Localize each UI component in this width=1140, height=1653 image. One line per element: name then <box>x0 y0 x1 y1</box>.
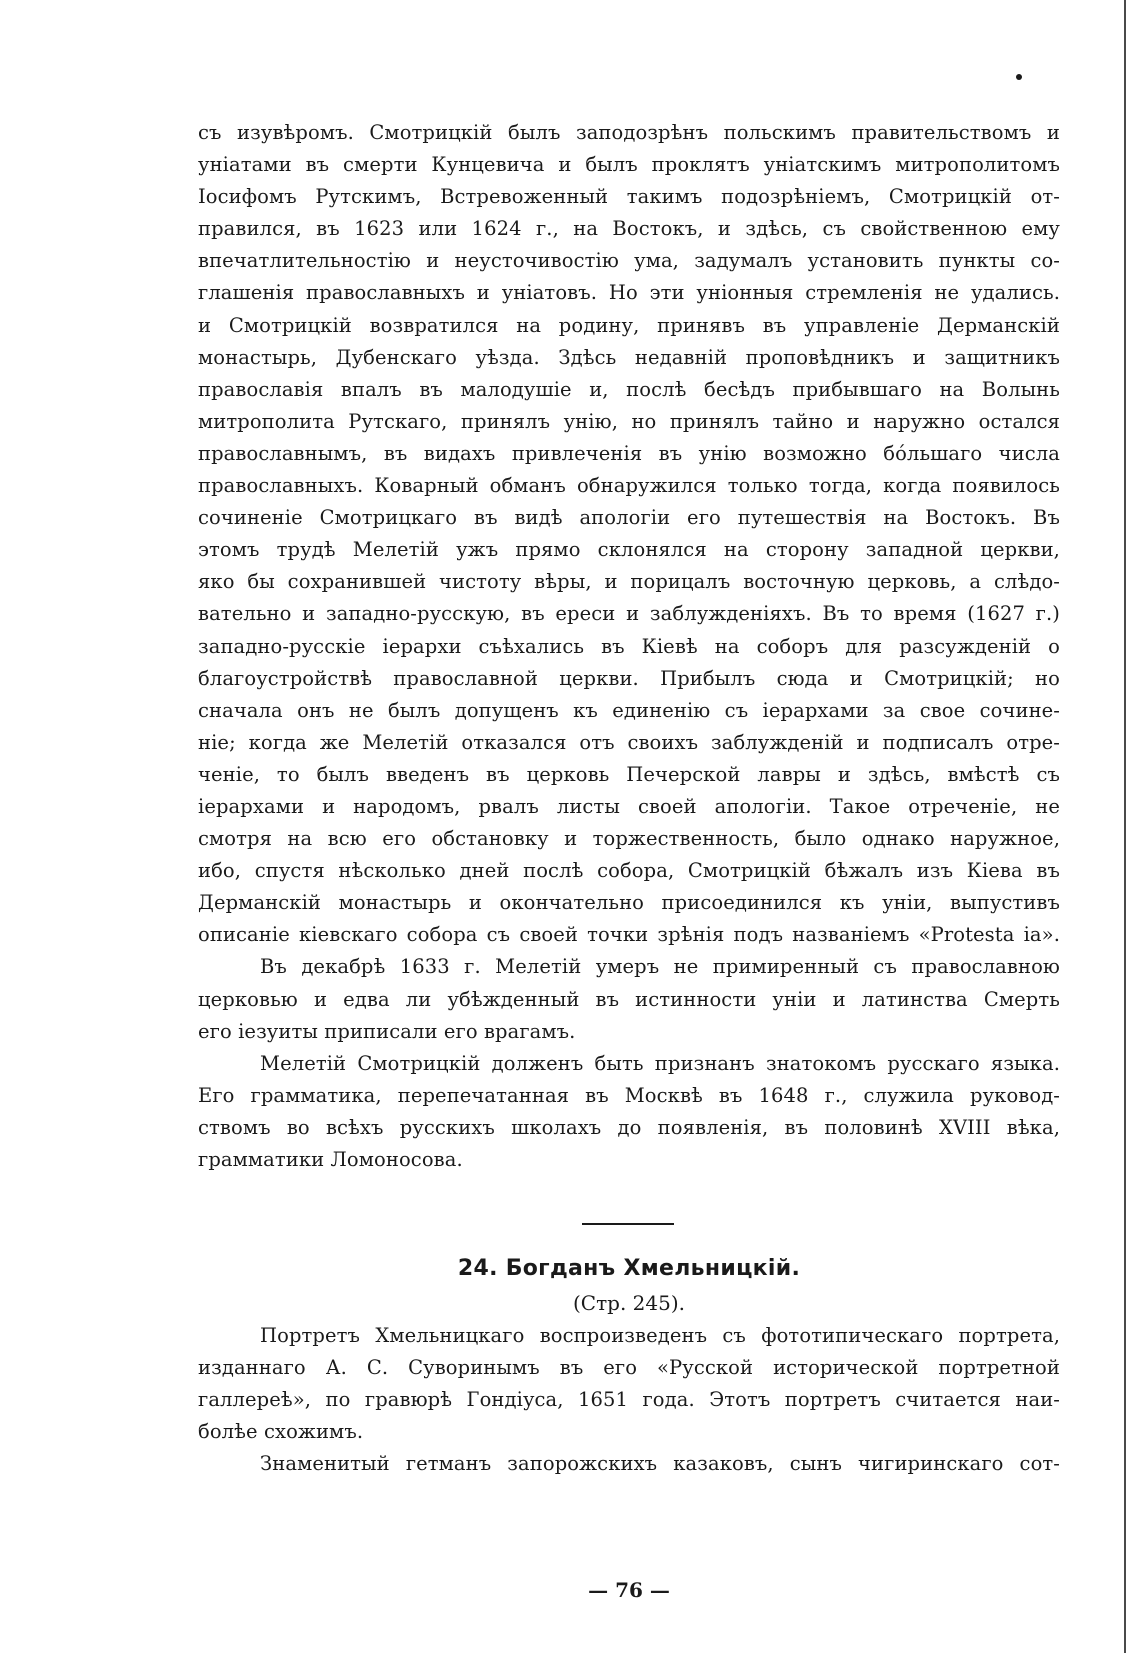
text-line: правился, въ 1623 или 1624 г., на Востокъ, и здѣсь, съ свойственною ему <box>198 217 1060 241</box>
text-line: ніе; когда же Мелетій отказался отъ своихъ заблужденій и подписалъ отре- <box>198 730 1060 754</box>
text-line: Мелетій Смотрицкій долженъ быть признанъ знатокомъ русскаго языка. <box>260 1051 1060 1075</box>
text-line: сначала онъ не былъ допущенъ къ единенію съ іерархами за свое сочине- <box>198 698 1060 722</box>
text-line: уніатами въ смерти Кунцевича и былъ проклятъ уніатскимъ митрополитомъ <box>198 153 1060 177</box>
article-paragraph-1 <box>198 117 1060 951</box>
text-line: ибо, спустя нѣсколько дней послѣ собора, Смотрицкій бѣжалъ изъ Кіева въ <box>198 859 1060 883</box>
text-line: впечатлительностію и неусточивостію ума, задумалъ установить пункты со- <box>198 249 1060 273</box>
page-number: — 76 — <box>588 1578 670 1602</box>
text-line: Въ декабрѣ 1633 г. Мелетій умеръ не примиренный съ православною <box>260 955 1060 979</box>
text-line: сочиненіе Смотрицкаго въ видѣ апологіи его путешествія на Востокъ. Въ <box>198 506 1060 530</box>
section-body <box>198 1320 1060 1480</box>
text-line: церковью и едва ли убѣжденный въ истинности уніи и латинства Смерть <box>198 987 1060 1011</box>
text-line: западно-русскіе іерархи съѣхались въ Кіевѣ на соборъ для разсужденій о <box>198 634 1060 658</box>
text-line: митрополита Рутскаго, принялъ унію, но принялъ тайно и наружно остался <box>198 409 1060 433</box>
text-line: вательно и западно-русскую, въ ереси и заблужденіяхъ. Въ то время (1627 г.) <box>198 602 1060 626</box>
text-line: грамматики Ломоносова. <box>198 1148 463 1171</box>
text-line: и Смотрицкій возвратился на родину, принявъ въ управленіе Дерманскій <box>198 313 1060 337</box>
text-line: православія впалъ въ малодушіе и, послѣ бесѣдъ прибывшаго на Волынь <box>198 377 1060 401</box>
page-edge-line <box>1124 0 1126 1653</box>
article-continuation <box>198 117 1060 1176</box>
section-paragraph-1 <box>198 1320 1060 1448</box>
text-line: ствомъ во всѣхъ русскихъ школахъ до появленія, въ половинѣ XVIII вѣка, <box>198 1115 1060 1139</box>
text-line: благоустройствѣ православной церкви. Прибылъ сюда и Смотрицкій; но <box>198 666 1060 690</box>
text-line: болѣе схожимъ. <box>198 1420 364 1444</box>
text-line: православныхъ. Коварный обманъ обнаружился только тогда, когда появилось <box>198 474 1060 498</box>
text-line: его іезуиты приписали его врагамъ. <box>198 1019 576 1043</box>
article-paragraph-2 <box>198 951 1060 1047</box>
text-line: Іосифомъ Рутскимъ, Встревоженный такимъ подозрѣніемъ, Смотрицкій от- <box>198 185 1060 209</box>
text-line: православнымъ, въ видахъ привлеченія въ унію возможно бóльшаго числа <box>198 441 1060 465</box>
text-line: Его грамматика, перепечатанная въ Москвѣ въ 1648 г., служила руковод- <box>198 1083 1060 1107</box>
article-paragraph-3 <box>198 1048 1060 1176</box>
section-divider <box>582 1223 674 1225</box>
text-line: яко бы сохранившей чистоту вѣры, и порицалъ восточную церковь, а слѣдо- <box>198 570 1060 594</box>
text-line: съ изувѣромъ. Смотрицкій былъ заподозрѣнъ польскимъ правительствомъ и <box>198 121 1060 144</box>
text-line: описаніе кіевскаго собора съ своей точки зрѣнія подъ названіемъ «Protesta ia». <box>198 923 1060 947</box>
print-speck <box>1016 74 1022 80</box>
text-line: глашенія православныхъ и уніатовъ. Но эти уніонныя стремленія не удались. <box>198 281 1060 305</box>
text-line: изданнаго А. С. Суворинымъ въ его «Русской исторической портретной <box>198 1356 1060 1380</box>
text-line: монастырь, Дубенскаго уѣзда. Здѣсь недавній проповѣдникъ и защитникъ <box>198 345 1060 369</box>
text-line: смотря на всю его обстановку и торжественность, было однако наружное, <box>198 827 1060 851</box>
section-paragraph-2 <box>198 1448 1060 1480</box>
text-line: ченіе, то былъ введенъ въ церковь Печерской лавры и здѣсь, вмѣстѣ съ <box>198 762 1060 786</box>
text-line: галлереѣ», по гравюрѣ Гондіуса, 1651 года. Этотъ портретъ считается наи- <box>198 1388 1060 1412</box>
text-line: іерархами и народомъ, рвалъ листы своей апологіи. Такое отреченіе, не <box>198 794 1060 818</box>
text-line: Дерманскій монастырь и окончательно присоединился къ уніи, выпустивъ <box>198 891 1060 915</box>
section-title: 24. Богданъ Хмельницкій. <box>457 1256 801 1281</box>
text-line: Портретъ Хмельницкаго воспроизведенъ съ фототипическаго портрета, <box>260 1324 1060 1347</box>
section-page-reference: (Стр. 245). <box>572 1291 686 1315</box>
text-line: этомъ трудѣ Мелетій ужъ прямо склонялся на сторону западной церкви, <box>198 538 1060 562</box>
text-line: Знаменитый гетманъ запорожскихъ казаковъ, сынъ чигиринскаго сот- <box>260 1452 1060 1476</box>
